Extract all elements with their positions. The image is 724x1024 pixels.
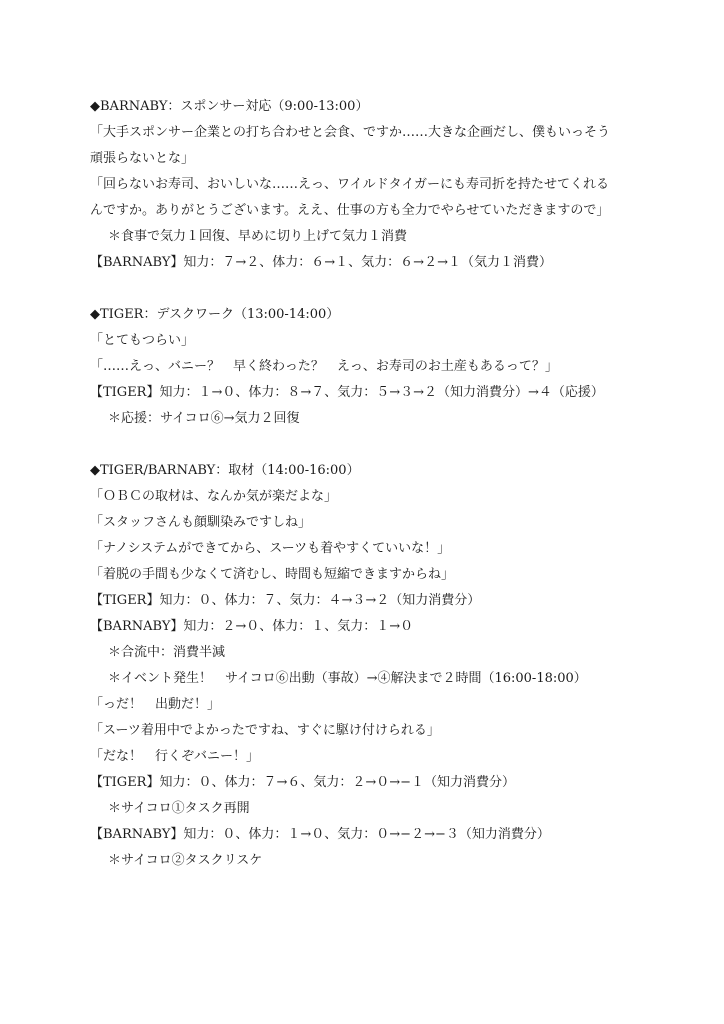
note-line: ＊応援：サイコロ⑥→気力２回復: [108, 411, 300, 426]
note-line: ＊サイコロ①タスク再開: [108, 801, 250, 816]
text-line: 「……えっ、バニー？ 早く終わった？ えっ、お寿司のお土産もあるって？」: [90, 359, 558, 374]
note-line: ＊サイコロ②タスクリスケ: [108, 853, 263, 868]
text-line: 「とてもつらい」: [90, 333, 195, 348]
note-line: ＊イベント発生！ サイコロ⑥出動（事故）→④解決まで２時間（16:00-18:00）: [108, 671, 587, 686]
text-line: 【TIGER】知力：０、体力：７、気力：４→３→２（知力消費分）: [90, 593, 481, 608]
text-line: んですか。ありがとうございます。ええ、仕事の方も全力でやらせていただきますので」: [90, 203, 610, 218]
text-line: 【TIGER】知力：０、体力：７→６、気力：２→０→−１（知力消費分）: [90, 775, 516, 790]
text-line: 「着脱の手間も少なくて済むし、時間も短縮できますからね」: [90, 567, 455, 582]
note-line: ＊食事で気力１回復、早めに切り上げて気力１消費: [108, 229, 408, 244]
section-heading: ◆TIGER/BARNABY：取材（14:00-16:00）: [90, 463, 360, 478]
section-heading: ◆BARNABY：スポンサー対応（9:00-13:00）: [90, 99, 369, 114]
text-line: 「スーツ着用中でよかったですね、すぐに駆け付けられる」: [90, 723, 440, 738]
text-line: 「回らないお寿司、おいしいな……えっ、ワイルドタイガーにも寿司折を持たせてくれる: [90, 177, 609, 192]
text-line: 「だな！ 行くぞバニー！」: [90, 749, 260, 764]
text-line: 【BARNABY】知力：７→２、体力：６→１、気力：６→２→１（気力１消費）: [90, 255, 552, 270]
document-body: [90, 94, 690, 874]
section-spacer: [90, 432, 690, 458]
section-spacer: [90, 276, 690, 302]
text-line: 【BARNABY】知力：０、体力：１→０、気力：０→−２→−３（知力消費分）: [90, 827, 550, 842]
text-line: 【BARNABY】知力：２→０、体力：１、気力：１→０: [90, 619, 414, 634]
note-line: ＊合流中：消費半減: [108, 645, 226, 660]
text-line: 「大手スポンサー企業との打ち合わせと会食、ですか……大きな企画だし、僕もいっそう: [90, 125, 611, 140]
text-line: 「ナノシステムができてから、スーツも着やすくていいな！」: [90, 541, 451, 556]
text-line: 「スタッフさんも顔馴染みですしね」: [90, 515, 312, 530]
text-line: 頑張らないとな」: [90, 151, 195, 166]
text-line: 【TIGER】知力：１→０、体力：８→７、気力：５→３→２（知力消費分）→４（応援）: [90, 385, 604, 400]
text-line: 「っだ！ 出動だ！」: [90, 697, 221, 712]
text-line: 「ＯＢＣの取材は、なんか気が楽だよな」: [90, 489, 338, 504]
section-heading: ◆TIGER：デスクワーク（13:00-14:00）: [90, 307, 340, 322]
